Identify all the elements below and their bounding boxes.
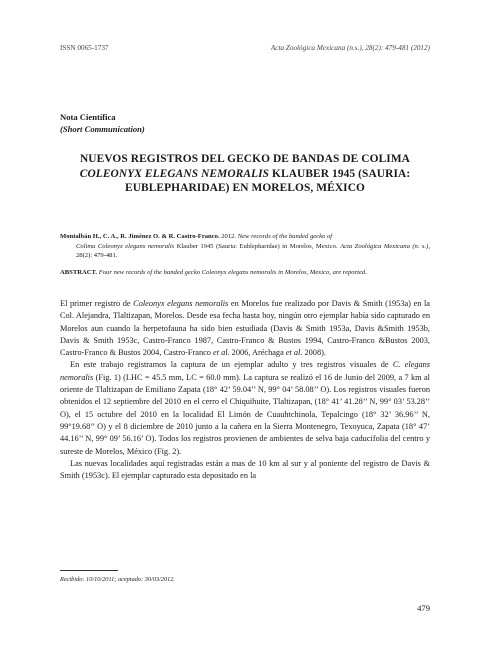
section-type-label: Nota Científica	[60, 112, 116, 122]
citation-title-1: New records of the banded gecko of	[237, 233, 333, 240]
footnote-dates: Recibido: 10/10/2011; aceptado: 30/03/2012.	[60, 576, 175, 583]
abstract-species: Coleonyx elegans nemoralis	[201, 269, 277, 276]
paragraph-2	[60, 359, 430, 457]
abstract	[60, 268, 430, 278]
p2-text-b: (Fig. 1) (LHC = 45.5 mm, LC = 60.0 mm). La captura se realizó el 16 de Junio del 2009, a 7 km al oriente de Tlaltizapan de Emiliano Zapata (18° 42’ 59.04’’ N, 99° 04’ 58.08’’ O). Los registros visuales fueron obtenidos el 12 septiembre del 2010 en el cerro el Chiquihuite, Tlaltizapan, (18° 41’ 41.28’’ N, 99° 03’ 53.28’’ O), el 15 octubre del 2010 en la localidad El Limón de Cuauhtchinola, Tepalcingo (18° 32’ 36.96’’ N, 99°19.68’’ O) y el 8 diciembre de 2010 junto a la cañera en la Sierra Montenegro, Texoyuca, Zapata (18° 47’ 44.16’’ N, 99° 09’ 56.16’ O). Todos los registros provienen de ambientes de selva baja caducifolia del centro y sureste de Morelos, México (Fig. 2).	[60, 372, 430, 456]
citation-authors: Montalbán H., C. A., R. Jiménez O. & R. Castro-Franco.	[60, 233, 220, 240]
title-line-2-rest: KLAUBER 1945 (SAURIA:	[269, 167, 411, 180]
citation-title-2: Colima	[76, 242, 98, 250]
title-line-3: EUBLEPHARIDAE) EN MORELOS, MÉXICO	[125, 182, 365, 194]
abstract-text-2: in Morelos, Mexico, are reported.	[276, 269, 367, 276]
article-title	[60, 152, 430, 196]
p1-text-c: 2006, Aréchaga	[229, 348, 286, 358]
citation-indent	[60, 242, 430, 261]
p1-text-d: 2008).	[302, 348, 326, 358]
p2-species: C. elegans nemoralis	[60, 360, 430, 382]
page-number: 479	[417, 603, 430, 613]
body-text	[60, 298, 430, 482]
title-line-1: NUEVOS REGISTROS DEL GECKO DE BANDAS DE COLIMA	[79, 153, 411, 165]
citation-rest-2: , 28(2): 479-481.	[76, 242, 431, 260]
section-subtype-label: (Short Communication)	[60, 124, 145, 134]
paragraph-1	[60, 298, 430, 359]
issn: ISSN 0065-1737	[60, 44, 109, 52]
citation-species: Coleonyx elegans nemoralis	[97, 242, 175, 250]
section-type	[60, 111, 145, 135]
p1-text-a: El primer registro de	[60, 299, 134, 308]
p1-etal-2: et al.	[285, 348, 303, 358]
p1-species: Coleonyx elegans nemoralis	[133, 299, 229, 308]
citation-year: 2012.	[219, 233, 238, 240]
title-line-2	[60, 167, 430, 182]
citation-rest-1: Klauber 1945 (Sauria: Eublepharidae) in Morelos, Mexico.	[174, 242, 338, 250]
citation	[60, 232, 430, 261]
p1-text-b: en Morelos fue realizado por Davis & Smith (1953a) en la Col. Alejandra, Tlaltizapan, Morelos. Desde esa fecha hasta hoy, ningún otro ejemplar había sido capturado en Morelos aun cuando la herpetofauna ha sido bien estudiada (Davis & Smith 1953a, Davis &Smith 1953b, Davis & Smith 1953c, Castro-Franco 1987, Castro-Franco & Bustos 1994, Castro-Franco &Bustos 2003, Castro-Franco & Bustos 2004, Castro-Franco	[60, 299, 430, 358]
title-species: COLEONYX ELEGANS NEMORALIS	[79, 167, 270, 180]
journal-reference: Acta Zoológica Mexicana (n.s.), 28(2): 479-481 (2012)	[270, 44, 430, 52]
abstract-text-1: Four new records of the banded gecko	[97, 269, 202, 276]
citation-journal: Acta Zoológica Mexicana (n. s.)	[340, 242, 429, 250]
p2-text-a: En este trabajo registramos la captura de un ejemplar adulto y tres registros visuales de	[70, 360, 393, 370]
abstract-label: ABSTRACT.	[60, 269, 98, 276]
footnote-rule	[60, 570, 118, 571]
p1-etal: et al.	[213, 348, 230, 358]
paragraph-3: Las nuevas localidades aquí registradas están a mas de 10 km al sur y al poniente del registro de Davis & Smith (1953c). El ejemplar capturado esta depositado en la	[60, 458, 430, 481]
